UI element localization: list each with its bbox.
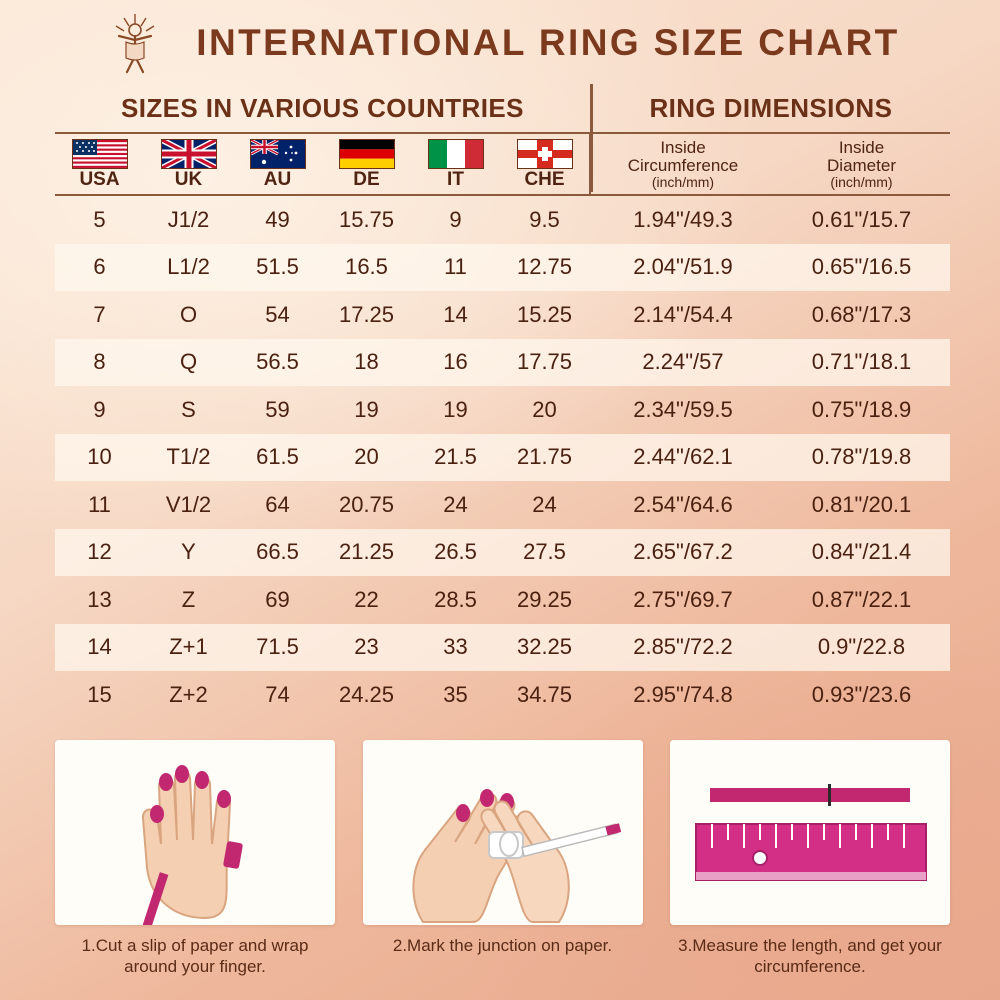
cell-circumference: 2.14"/54.4 (633, 301, 733, 327)
column-header-che (500, 134, 589, 194)
cell-diameter: 0.93"/23.6 (811, 681, 912, 707)
cell-de: 17.25 (338, 301, 395, 327)
cell-che: 32.25 (516, 634, 573, 660)
cell-it: 14 (443, 301, 468, 327)
cell-de: 15.75 (338, 206, 395, 232)
cell-che: 12.75 (516, 254, 573, 280)
cell-circumference: 2.34"/59.5 (633, 396, 733, 422)
cell-au: 71.5 (256, 634, 299, 660)
column-header-uk (144, 134, 233, 194)
table-row (55, 339, 950, 387)
page-header (0, 8, 1000, 78)
step-2-caption: 2.Mark the junction on paper. (392, 936, 613, 955)
cell-it: 16 (443, 349, 468, 375)
diameter-line2: Diameter (827, 155, 896, 175)
cell-de: 23 (354, 634, 379, 660)
cell-uk: Z+1 (169, 634, 208, 660)
table-row (55, 291, 950, 339)
cell-usa: 9 (93, 396, 106, 422)
cell-au: 69 (265, 586, 290, 612)
column-header-de (322, 134, 411, 194)
column-header-au (233, 134, 322, 194)
cell-de: 24.25 (338, 681, 395, 707)
column-header-usa-label: USA (79, 169, 120, 190)
cell-che: 27.5 (523, 539, 566, 565)
ruler-measuring-paper-strip-illustration (670, 740, 950, 925)
cell-it: 33 (443, 634, 468, 660)
cell-usa: 8 (93, 349, 106, 375)
cell-usa: 7 (93, 301, 106, 327)
step-1 (55, 740, 335, 978)
cell-che: 24 (532, 491, 557, 517)
table-row (55, 196, 950, 244)
cell-uk: S (181, 396, 196, 422)
group-header-dimensions: RING DIMENSIONS (649, 92, 893, 123)
cell-diameter: 0.78"/19.8 (811, 444, 912, 470)
cell-uk: Z+2 (169, 681, 208, 707)
cell-usa: 11 (88, 491, 111, 517)
flag-usa-icon (72, 139, 128, 169)
cell-diameter: 0.65"/16.5 (811, 254, 912, 280)
cell-diameter: 0.81"/20.1 (811, 491, 912, 517)
table-row (55, 624, 950, 672)
step-3 (670, 740, 950, 978)
cell-che: 15.25 (516, 301, 573, 327)
cell-circumference: 1.94"/49.3 (633, 206, 733, 232)
cell-diameter: 0.9"/22.8 (817, 634, 906, 660)
cell-de: 22 (354, 586, 379, 612)
flag-italy-icon (428, 139, 484, 169)
cell-circumference: 2.24"/57 (642, 349, 724, 375)
cell-au: 51.5 (256, 254, 299, 280)
cell-diameter: 0.71"/18.1 (811, 349, 912, 375)
column-header-it (411, 134, 500, 194)
circumference-line1: Inside (660, 137, 706, 157)
cell-it: 21.5 (434, 444, 477, 470)
column-header-au-label: AU (263, 169, 292, 190)
cell-au: 49 (265, 206, 290, 232)
cell-diameter: 0.68"/17.3 (811, 301, 912, 327)
table-row (55, 434, 950, 482)
cell-au: 61.5 (256, 444, 299, 470)
cell-de: 20.75 (338, 491, 395, 517)
cell-uk: V1/2 (165, 491, 212, 517)
cell-it: 11 (444, 254, 467, 280)
cell-au: 59 (265, 396, 290, 422)
group-divider (591, 84, 593, 192)
cell-it: 24 (443, 491, 468, 517)
hands-marking-paper-with-pen-illustration (363, 740, 643, 925)
cell-uk: O (179, 301, 198, 327)
cell-che: 20 (532, 396, 557, 422)
column-header-inside-diameter (775, 134, 948, 194)
cell-uk: Z (181, 586, 196, 612)
table-row (55, 244, 950, 292)
cell-it: 35 (443, 681, 468, 707)
cell-uk: Y (181, 539, 196, 565)
cell-de: 20 (354, 444, 379, 470)
cell-usa: 6 (93, 254, 106, 280)
diameter-line1: Inside (838, 137, 885, 157)
column-header-it-label: IT (447, 169, 464, 190)
circumference-line2: Circumference (627, 155, 739, 175)
table-group-header-row (55, 84, 950, 134)
table-body (55, 196, 950, 719)
step-3-caption: 3.Measure the length, and get your circumference. (678, 936, 942, 977)
cell-usa: 14 (87, 634, 112, 660)
column-header-de-label: DE (353, 169, 380, 190)
cell-circumference: 2.85"/72.2 (633, 634, 733, 660)
page-title: INTERNATIONAL RING SIZE CHART (196, 22, 900, 63)
cell-circumference: 2.95"/74.8 (633, 681, 733, 707)
figure-emblem-icon (100, 12, 170, 74)
flag-germany-icon (339, 139, 395, 169)
step-2 (363, 740, 643, 978)
cell-circumference: 2.44"/62.1 (633, 444, 733, 470)
diameter-line3: (inch/mm) (830, 173, 893, 190)
cell-au: 54 (265, 301, 290, 327)
group-header-countries: SIZES IN VARIOUS COUNTRIES (55, 84, 592, 132)
cell-che: 34.75 (516, 681, 573, 707)
cell-it: 28.5 (434, 586, 477, 612)
table-row (55, 576, 950, 624)
cell-diameter: 0.87"/22.1 (811, 586, 912, 612)
table-row (55, 671, 950, 719)
table-row (55, 386, 950, 434)
cell-au: 74 (265, 681, 290, 707)
cell-de: 19 (354, 396, 379, 422)
hand-with-paper-strip-illustration (55, 740, 335, 925)
cell-diameter: 0.75"/18.9 (811, 396, 912, 422)
cell-circumference: 2.04"/51.9 (633, 254, 733, 280)
cell-au: 56.5 (256, 349, 299, 375)
column-header-inside-circumference (591, 134, 775, 194)
cell-che: 17.75 (516, 349, 573, 375)
cell-au: 64 (265, 491, 290, 517)
cell-usa: 10 (87, 444, 112, 470)
step-1-caption: 1.Cut a slip of paper and wrap around your finger. (81, 936, 309, 977)
flag-uk-icon (161, 139, 217, 169)
table-row (55, 529, 950, 577)
cell-uk: J1/2 (167, 206, 210, 232)
cell-usa: 5 (93, 206, 106, 232)
table-column-header-row (55, 134, 950, 196)
flag-australia-icon (250, 139, 306, 169)
cell-usa: 13 (87, 586, 112, 612)
column-header-che-label: CHE (524, 169, 565, 190)
cell-de: 21.25 (338, 539, 395, 565)
cell-it: 26.5 (434, 539, 477, 565)
cell-diameter: 0.61"/15.7 (811, 206, 912, 232)
cell-diameter: 0.84"/21.4 (811, 539, 912, 565)
cell-usa: 15 (87, 681, 112, 707)
cell-au: 66.5 (256, 539, 299, 565)
table-row (55, 481, 950, 529)
cell-usa: 12 (87, 539, 112, 565)
cell-it: 19 (443, 396, 468, 422)
cell-it: 9 (449, 206, 462, 232)
cell-che: 9.5 (529, 206, 560, 232)
cell-de: 16.5 (345, 254, 388, 280)
cell-che: 21.75 (516, 444, 573, 470)
ring-size-table (55, 84, 950, 719)
cell-de: 18 (354, 349, 379, 375)
column-header-uk-label: UK (174, 169, 203, 190)
cell-uk: Q (179, 349, 198, 375)
cell-circumference: 2.54"/64.6 (633, 491, 733, 517)
cell-che: 29.25 (516, 586, 573, 612)
column-header-usa (55, 134, 144, 194)
flag-switzerland-icon (517, 139, 573, 169)
cell-circumference: 2.65"/67.2 (633, 539, 733, 565)
cell-uk: L1/2 (167, 254, 210, 280)
circumference-line3: (inch/mm) (651, 173, 715, 190)
measure-instructions (55, 740, 950, 978)
cell-uk: T1/2 (166, 444, 211, 470)
cell-circumference: 2.75"/69.7 (633, 586, 733, 612)
